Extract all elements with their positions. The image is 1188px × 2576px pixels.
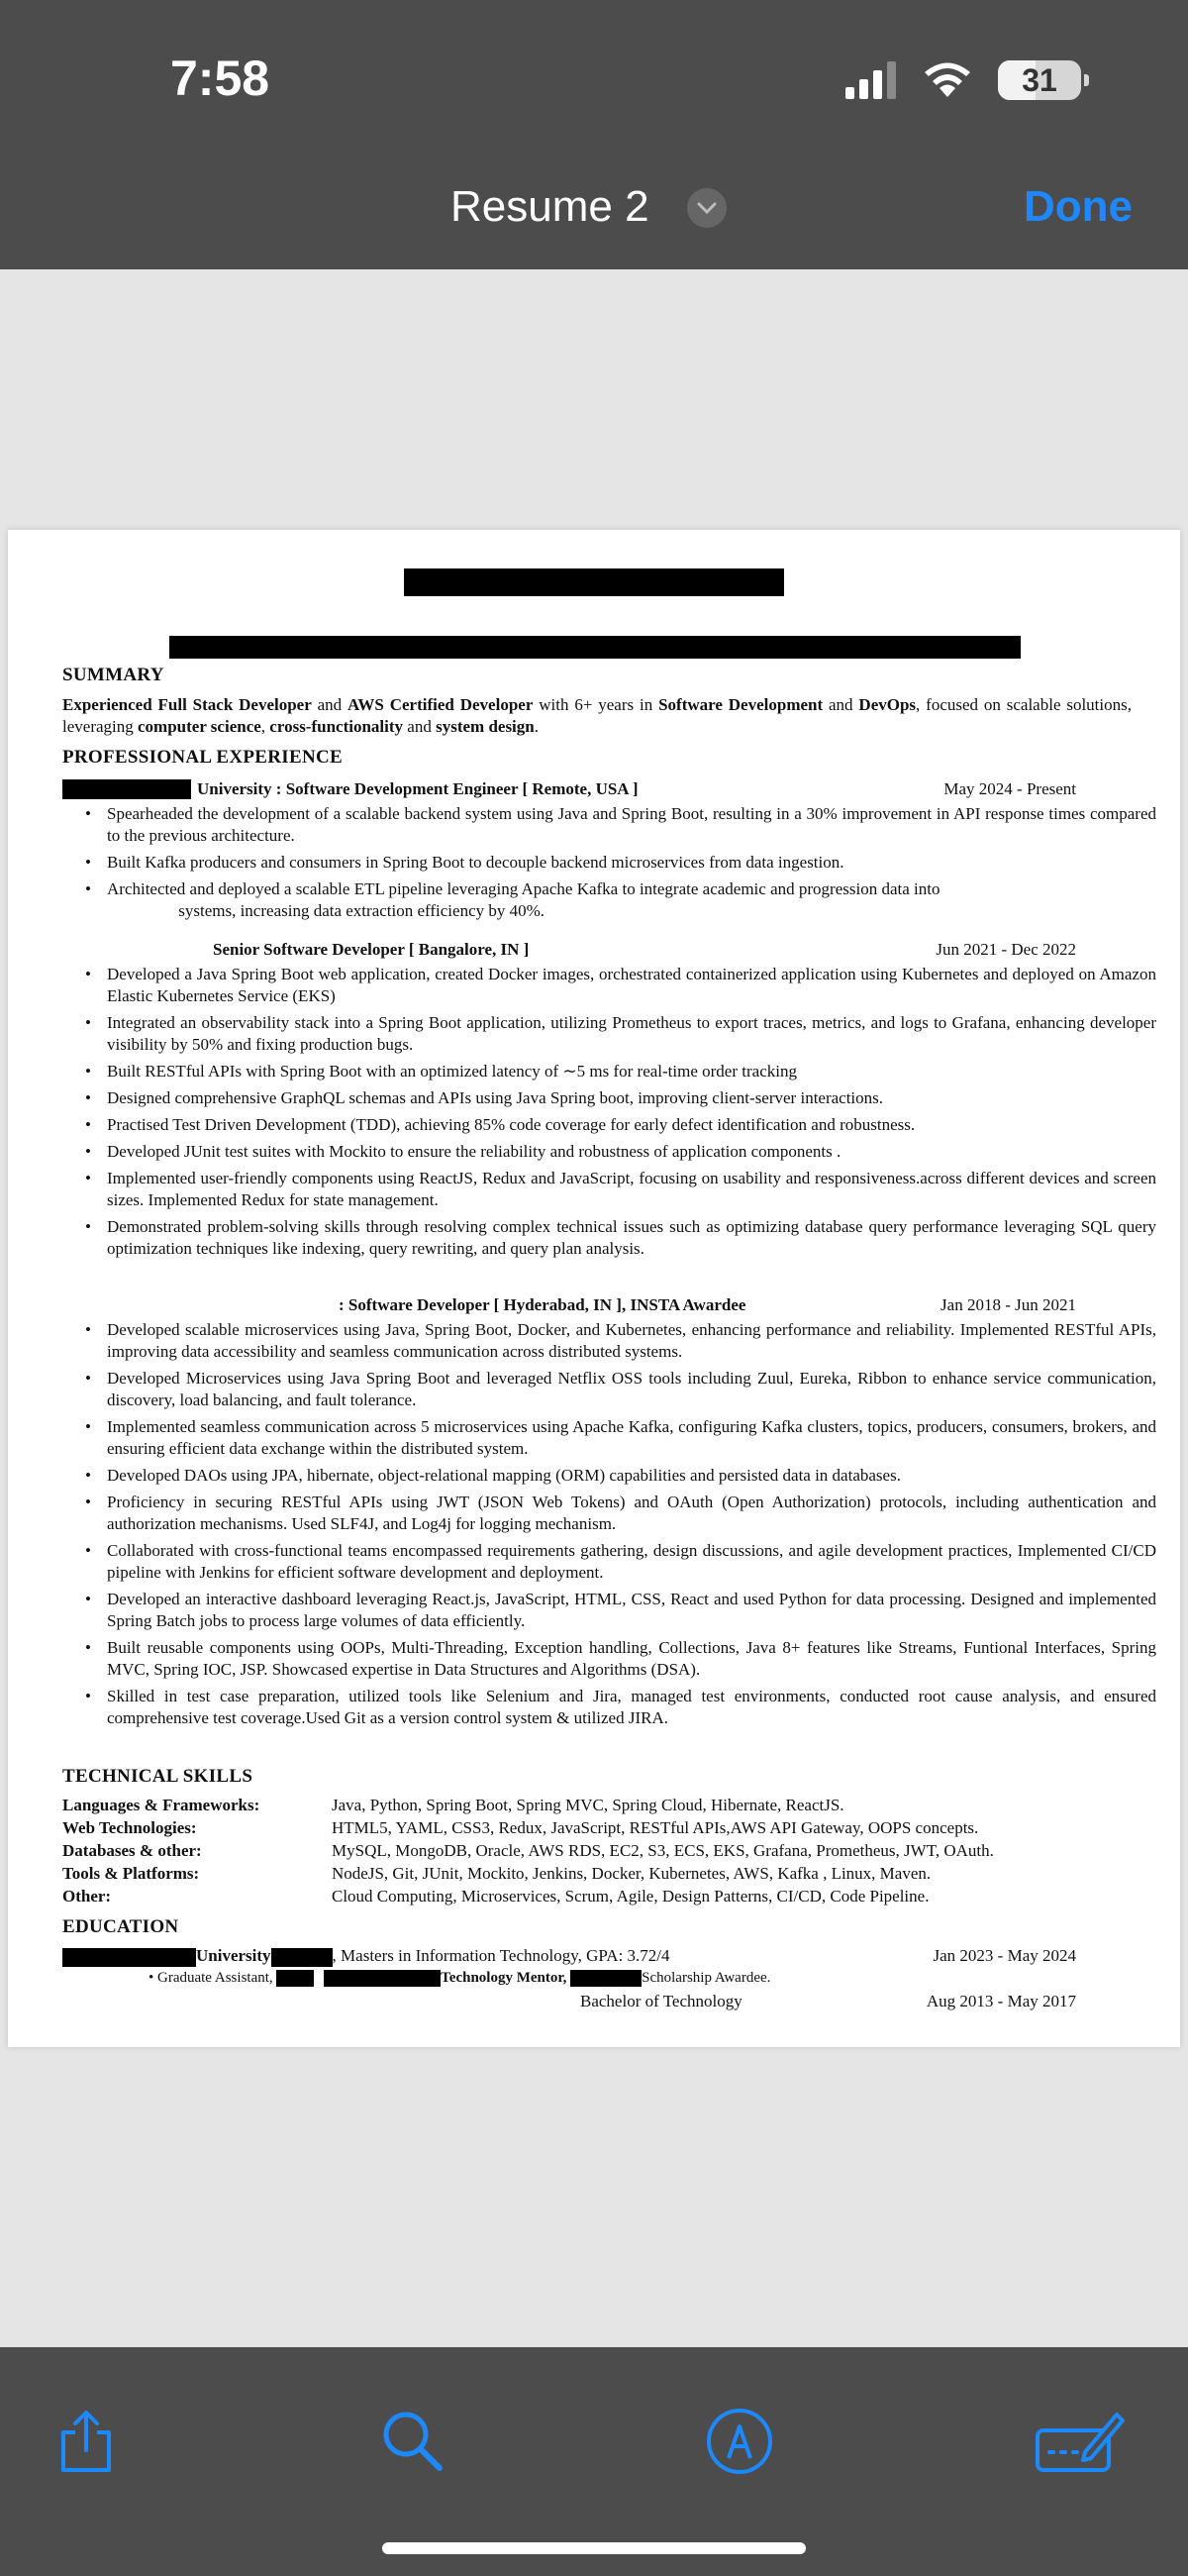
list-item: • Designed comprehensive GraphQL schemas and APIs using Java Spring boot, improving client-server interactions. — [107, 1087, 1156, 1109]
redacted-employer-2 — [62, 940, 207, 960]
redacted-org — [324, 1970, 441, 1987]
title-menu-button[interactable] — [687, 188, 727, 228]
skills-table — [62, 1795, 994, 1908]
redacted-employer-1 — [62, 779, 191, 799]
resume-page — [8, 530, 1180, 2047]
redacted-contact — [169, 636, 1021, 659]
status-bar — [0, 0, 1188, 149]
list-item: • Demonstrated problem-solving skills through resolving complex technical issues such as optimizing database query performance leveraging SQL query optimization techniques like indexing, query rewriting, and query plan analysis. — [107, 1216, 1156, 1260]
share-icon[interactable] — [51, 2407, 121, 2476]
cellular-signal-icon — [843, 61, 901, 99]
battery-icon — [998, 60, 1081, 100]
bottom-toolbar — [0, 2347, 1188, 2576]
redacted-award — [570, 1970, 642, 1987]
signature-icon[interactable] — [1034, 2407, 1125, 2476]
done-button[interactable]: Done — [1024, 182, 1133, 231]
chevron-down-icon — [687, 188, 727, 228]
list-item: • Built reusable components using OOPs, Multi-Threading, Exception handling, Collections, Java 8+ features like Streams, Funtional Interfaces, Spring MVC, Spring IOC, JSP. Showcased expertise in Data Structures and Algorithms (DSA). — [107, 1637, 1156, 1681]
list-item: • Developed Microservices using Java Spring Boot and leveraged Netflix OSS tools including Zuul, Eureka, Ribbon to enhance service communication, discovery, load balancing, and fault tolerance. — [107, 1368, 1156, 1411]
education-sub-row: • Graduate Assistant, Technology Mentor, Scholarship Awardee. — [148, 1970, 771, 1986]
list-item: • Architected and deployed a scalable ETL pipeline leveraging Apache Kafka to integrate academic and progression data into systems, increasing data extraction efficiency by 40%. — [107, 878, 1156, 922]
list-item: • Collaborated with cross-functional teams encompassed requirements gathering, design discussions, and agile development practices, Implemented CI/CD pipeline with Jenkins for efficient software development and deployment. — [107, 1540, 1156, 1584]
status-time: 7:58 — [170, 51, 270, 106]
job-dates-3: Jan 2018 - Jun 2021 — [940, 1295, 1076, 1314]
list-item: • Skilled in test case preparation, utilized tools like Selenium and Jira, managed test environments, conducted root cause analysis, and ensured comprehensive test coverage.Used Git as a version control system & utilized JIRA. — [107, 1686, 1156, 1729]
redacted-dept — [276, 1970, 314, 1987]
list-item: • Spearheaded the development of a scalable backend system using Java and Spring Boot, resulting in a 30% improvement in API response times compared to the previous architecture. — [107, 803, 1156, 847]
list-item: • Built Kafka producers and consumers in Spring Boot to decouple backend microservices from data ingestion. — [107, 852, 1156, 874]
skill-row: Other: Cloud Computing, Microservices, Scrum, Agile, Design Patterns, CI/CD, Code Pipeline. — [62, 1887, 930, 1906]
job-dates-1: May 2024 - Present — [943, 779, 1076, 798]
job-bullets-2 — [82, 964, 1156, 1265]
wifi-icon — [923, 59, 972, 99]
education-dates-2: Aug 2013 - May 2017 — [926, 1992, 1076, 2010]
redacted-location-1 — [271, 1948, 333, 1967]
battery-level: 31 — [1022, 62, 1057, 98]
nav-bar — [0, 149, 1188, 269]
experience-heading: PROFESSIONAL EXPERIENCE — [62, 747, 343, 768]
skill-row: Databases & other: MySQL, MongoDB, Oracle, AWS RDS, EC2, S3, ECS, EKS, Grafana, Prometheus, JWT, OAuth. — [62, 1841, 994, 1860]
list-item: • Implemented seamless communication across 5 microservices using Apache Kafka, configuring Kafka clusters, topics, producers, consumers, brokers, and ensuring efficient data exchange within the distributed system. — [107, 1416, 1156, 1460]
redacted-employer-3 — [62, 1295, 333, 1315]
list-item: • Practised Test Driven Development (TDD), achieving 85% code coverage for early defect identification and robustness. — [107, 1114, 1156, 1136]
document-title[interactable]: Resume 2 — [450, 182, 649, 231]
summary-text: Experienced Full Stack Developer and AWS Certified Developer with 6+ years in Software Development and DevOps, focused on scalable solutions, leveraging computer science, cross-functionality and system design. — [62, 695, 1132, 736]
list-item: • Developed an interactive dashboard leveraging React.js, JavaScript, HTML, CSS, React and used Python for data processing. Designed and implemented Spring Batch jobs to process large volumes of data efficiently. — [107, 1589, 1156, 1632]
education-row-2: Bachelor of Technology Aug 2013 - May 2017 — [62, 1991, 1132, 2012]
job-dates-2: Jun 2021 - Dec 2022 — [936, 940, 1076, 959]
list-item: • Developed JUnit test suites with Mockito to ensure the reliability and robustness of application components . — [107, 1141, 1156, 1163]
redacted-system — [107, 903, 174, 921]
skill-row: Web Technologies: HTML5, YAML, CSS3, Redux, JavaScript, RESTful APIs,AWS API Gateway, OOPS concepts. — [62, 1818, 979, 1837]
job-title-3: : Software Developer [ Hyderabad, IN ], INSTA Awardee Jan 2018 - Jun 2021 — [339, 1295, 1076, 1314]
job-bullets-1 — [82, 803, 1156, 927]
list-item: • Developed scalable microservices using Java, Spring Boot, Docker, and Kubernetes, enhancing performance and reliability. Implemented RESTful APIs, improving data accessibility and seamless communication across distributed systems. — [107, 1319, 1156, 1363]
skill-row: Tools & Platforms: NodeJS, Git, JUnit, Mockito, Jenkins, Docker, Kubernetes, AWS, Kafka , Linux, Maven. — [62, 1864, 932, 1883]
list-item: • Integrated an observability stack into a Spring Boot application, utilizing Prometheus to export traces, metrics, and logs to Grafana, enhancing developer visibility by 50% and fixing production bugs. — [107, 1012, 1156, 1056]
search-icon[interactable] — [378, 2407, 447, 2476]
skills-heading: TECHNICAL SKILLS — [62, 1766, 253, 1787]
education-row-1: University , Masters in Information Technology, GPA: 3.72/4 Jan 2023 - May 2024 — [62, 1945, 1132, 1967]
education-dates-1: Jan 2023 - May 2024 — [933, 1946, 1076, 1965]
education-heading: EDUCATION — [62, 1916, 179, 1937]
list-item: • Proficiency in securing RESTful APIs using JWT (JSON Web Tokens) and OAuth (Open Authorization) protocols, including authentication and authorization mechanisms. Used SLF4J, and Log4j for logging mechanism. — [107, 1492, 1156, 1535]
redacted-name — [404, 568, 784, 596]
markup-icon[interactable] — [705, 2407, 774, 2476]
redacted-school-2 — [62, 1994, 580, 2012]
list-item: • Built RESTful APIs with Spring Boot with an optimized latency of ∼5 ms for real-time order tracking — [107, 1061, 1156, 1082]
list-item: • Developed a Java Spring Boot web application, created Docker images, orchestrated containerized application using Kubernetes and deployed on Amazon Elastic Kubernetes Service (EKS) — [107, 964, 1156, 1007]
job-title-1: University : Software Development Engineer [ Remote, USA ] May 2024 - Present — [197, 779, 1076, 798]
redacted-school-1 — [62, 1948, 196, 1967]
job-bullets-3 — [82, 1319, 1156, 1734]
home-indicator — [382, 2542, 806, 2554]
list-item: • Implemented user-friendly components using ReactJS, Redux and JavaScript, focusing on usability and responsiveness.across different devices and screen sizes. Implemented Redux for state management. — [107, 1168, 1156, 1211]
summary-heading: SUMMARY — [62, 665, 164, 685]
skill-row: Languages & Frameworks: Java, Python, Spring Boot, Spring MVC, Spring Cloud, Hibernate, ReactJS. — [62, 1796, 844, 1814]
job-title-2: Senior Software Developer [ Bangalore, IN ] Jun 2021 - Dec 2022 — [213, 940, 1076, 959]
list-item: • Developed DAOs using JPA, hibernate, object-relational mapping (ORM) capabilities and persisted data in databases. — [107, 1465, 1156, 1487]
